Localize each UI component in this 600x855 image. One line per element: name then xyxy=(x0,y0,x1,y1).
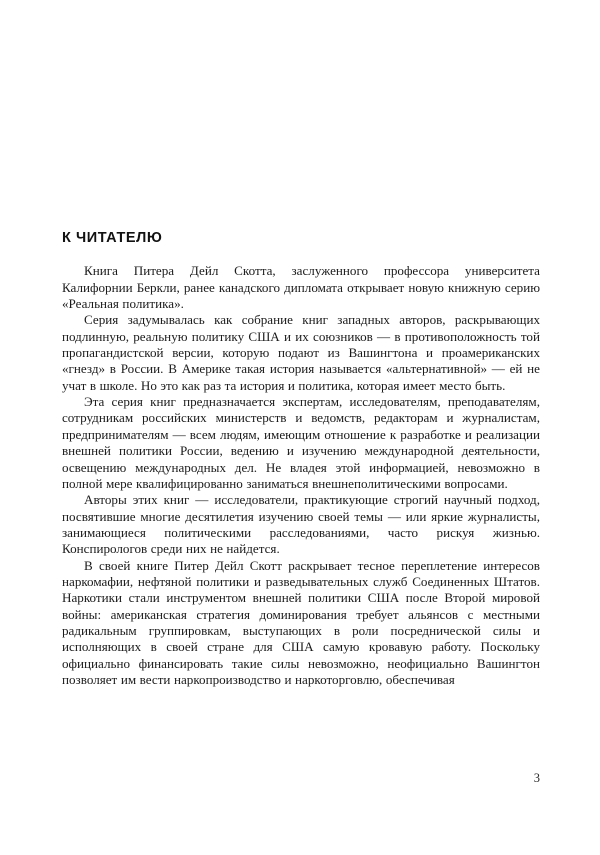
page-text-block xyxy=(62,230,540,688)
body-paragraph: Серия задумывалась как собрание книг западных авторов, раскрывающих подлинную, реальную политику США и их союзников — в противоположность той пропагандистской версии, которую подают из Вашингтона и проамериканских «гнезд» в России. В Америке такая история называется «альтернативной» — ей не учат в школе. Но это как раз та история и политика, которая имеет место быть. xyxy=(62,312,540,393)
page-title: К ЧИТАТЕЛЮ xyxy=(62,230,163,246)
body-paragraph: В своей книге Питер Дейл Скотт раскрывает тесное переплетение интересов наркомафии, нефтяной политики и разведывательных служб Соединенных Штатов. Наркотики стали инструментом внешней политики США после Второй мировой войны: американская стратегия доминирования требует альянсов с местными радикальным группировкам, выступающих в роли посреднической силы и исполняющих в своей стране для США самую кровавую работу. Поскольку официально финансировать такие силы невозможно, неофициально Вашингтон позволяет им вести наркопроизводство и наркоторговлю, обеспечивая xyxy=(62,557,540,687)
body-paragraph: Книга Питера Дейл Скотта, заслуженного профессора университета Калифорнии Беркли, ранее канадского дипломата открывает новую книжную серию «Реальная политика». xyxy=(62,263,540,312)
body-paragraph: Эта серия книг предназначается экспертам, исследователям, преподавателям, сотрудникам российских министерств и ведомств, редакторам и журналистам, предпринимателям — всем людям, имеющим отношение к разработке и реализации внешней политики России, ведению и изучению международной деятельности, освещению международных дел. Не владея этой информацией, невозможно в полной мере квалифицированно заниматься внешнеполитическими вопросами. xyxy=(62,394,540,491)
body-paragraph: Авторы этих книг — исследователи, практикующие строгий научный подход, посвятившие многие десятилетия изучению своей темы — или яркие журналисты, занимающиеся политическими расследованиями, часто рискуя жизнью. Конспирологов среди них не найдется. xyxy=(62,492,540,557)
page-number: 3 xyxy=(533,771,540,785)
